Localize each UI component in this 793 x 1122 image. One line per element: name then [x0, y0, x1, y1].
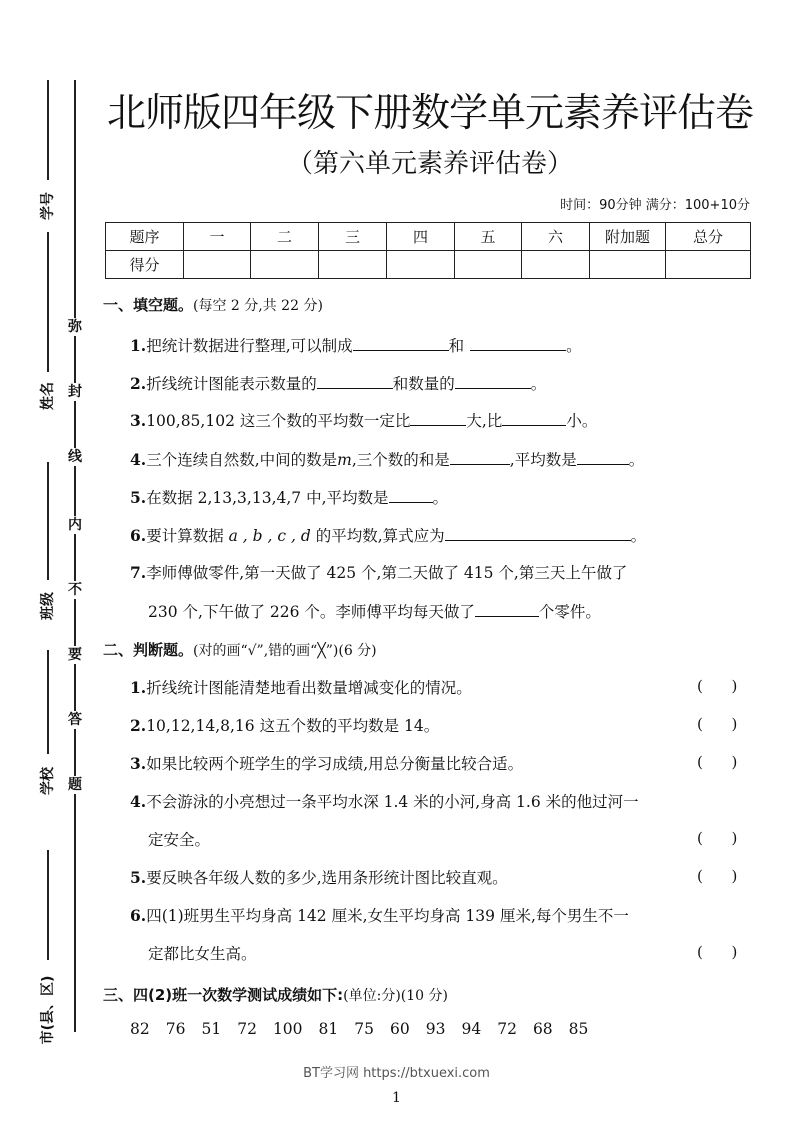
score-value: 93: [425, 1020, 446, 1038]
question-text: 。: [566, 337, 582, 355]
question-text: 四(1)班男生平均身高 142 厘米,女生平均身高 139 厘米,每个男生不一: [146, 907, 629, 925]
variable-m: m: [337, 451, 352, 469]
score-cell[interactable]: [184, 251, 251, 279]
answer-blank[interactable]: [317, 372, 393, 389]
answer-blank[interactable]: [455, 372, 531, 389]
name-label: 姓名: [40, 382, 56, 410]
question-2: [130, 372, 546, 395]
score-list: [130, 1020, 604, 1038]
variables: a , b , c , d: [228, 527, 311, 545]
judge-item-2: [130, 715, 439, 737]
question-7: [130, 562, 627, 584]
question-number: 1.: [130, 678, 147, 697]
question-text: 折线统计图能表示数量的: [146, 375, 317, 393]
question-text: 小。: [566, 412, 598, 430]
question-number: 2.: [130, 716, 147, 735]
fill-line: [47, 80, 49, 180]
answer-parens[interactable]: ( ): [697, 829, 738, 847]
score-table: [105, 222, 751, 279]
section-note: (对的画“√”,错的画“╳”)(6 分): [193, 643, 377, 659]
answer-blank[interactable]: [410, 409, 466, 426]
seal-char: 不: [65, 581, 85, 599]
name-line[interactable]: [47, 462, 49, 580]
score-value: 51: [201, 1020, 222, 1038]
score-value: 81: [318, 1020, 339, 1038]
section-title: 一、填空题。: [103, 296, 194, 314]
answer-blank[interactable]: [445, 524, 631, 541]
answer-parens[interactable]: ( ): [697, 753, 738, 771]
score-cell[interactable]: [251, 251, 319, 279]
score-table-header: [106, 223, 751, 251]
header-cell: 一: [184, 223, 251, 251]
score-value: 68: [532, 1020, 553, 1038]
class-label: 班级: [40, 592, 56, 620]
question-text: 大,比: [466, 412, 503, 430]
question-text: 和数量的: [392, 375, 455, 393]
question-6: [130, 524, 646, 547]
section2-heading: [103, 639, 377, 660]
seal-char: 线: [65, 448, 85, 466]
score-value: 94: [461, 1020, 482, 1038]
judge-item-4: [130, 791, 639, 813]
question-text: 的平均数,算式应为: [315, 527, 445, 545]
judge-item-1: [130, 677, 472, 699]
judge-item-6-cont: 定都比女生高。: [148, 945, 257, 963]
page-title: 北师版四年级下册数学单元素养评估卷: [106, 91, 753, 136]
question-text: 和: [448, 337, 465, 355]
question-text: 。: [630, 527, 647, 545]
question-text: 要反映各年级人数的多少,选用条形统计图比较直观。: [146, 869, 508, 887]
answer-blank[interactable]: [577, 448, 629, 465]
student-id-label: 学号: [40, 192, 56, 220]
page-number: 1: [392, 1090, 401, 1106]
answer-parens[interactable]: ( ): [697, 715, 738, 733]
question-number: 4.: [130, 450, 147, 469]
question-text: 把统计数据进行整理,可以制成: [146, 337, 353, 355]
section-note: (每空 2 分,共 22 分): [193, 298, 323, 314]
question-5: [130, 486, 448, 509]
answer-blank[interactable]: [353, 334, 449, 351]
question-7-cont: [148, 600, 601, 623]
question-number: 2.: [130, 374, 147, 393]
answer-blank[interactable]: [470, 334, 566, 351]
score-row: [106, 251, 751, 279]
page-subtitle: （第六单元素养评估卷）: [286, 149, 573, 179]
judge-item-4-cont: 定安全。: [148, 831, 211, 849]
score-value: 76: [165, 1020, 186, 1038]
question-number: 5.: [130, 488, 147, 507]
question-text: 不会游泳的小亮想过一条平均水深 1.4 米的小河,身高 1.6 米的他过河一: [146, 793, 639, 811]
question-number: 1.: [130, 336, 147, 355]
header-cell: 总分: [666, 223, 751, 251]
seal-char: 弥: [65, 318, 85, 336]
score-value: 75: [354, 1020, 374, 1038]
answer-blank[interactable]: [502, 409, 566, 426]
answer-blank[interactable]: [475, 600, 539, 617]
score-cell[interactable]: [387, 251, 455, 279]
question-text: 个零件。: [538, 603, 601, 621]
question-4: [130, 448, 644, 471]
question-number: 3.: [130, 411, 147, 430]
question-text: 折线统计图能清楚地看出数量增减变化的情况。: [146, 679, 472, 697]
question-text: 李师傅做零件,第一天做了 425 个,第二天做了 415 个,第三天上午做了: [146, 564, 628, 582]
watermark-link[interactable]: BT学习网 https://btxuexi.com: [303, 1066, 490, 1081]
judge-item-6: [130, 905, 629, 927]
question-3: [130, 409, 597, 432]
answer-blank[interactable]: [450, 448, 510, 465]
header-cell: 附加题: [590, 223, 666, 251]
score-row-label: 得分: [106, 251, 184, 279]
seal-char: 内: [65, 516, 85, 534]
question-text: ,三个数的和是: [351, 451, 450, 469]
question-text: 10,12,14,8,16 这五个数的平均数是 14。: [146, 717, 440, 735]
question-text: 要计算数据: [146, 527, 224, 545]
header-cell: 二: [251, 223, 319, 251]
seal-char: 要: [65, 646, 85, 664]
school-line[interactable]: [47, 850, 49, 960]
judge-item-3: [130, 753, 523, 775]
score-cell[interactable]: [522, 251, 590, 279]
footer: [0, 1066, 793, 1082]
score-value: 60: [390, 1020, 410, 1038]
exam-meta: 时间：90分钟 满分：100+10分: [560, 198, 750, 213]
seal-char: 封: [65, 383, 85, 401]
question-number: 5.: [130, 868, 147, 887]
score-value: 85: [568, 1020, 589, 1038]
question-text: 。: [530, 375, 547, 393]
score-cell[interactable]: [666, 251, 751, 279]
header-cell: 题序: [106, 223, 184, 251]
class-line[interactable]: [47, 650, 49, 754]
student-id-line[interactable]: [47, 232, 49, 372]
answer-parens[interactable]: ( ): [697, 677, 738, 695]
section3-heading: [103, 984, 448, 1005]
score-cell[interactable]: [319, 251, 387, 279]
question-1: [130, 334, 582, 357]
question-text: 230 个,下午做了 226 个。李师傅平均每天做了: [148, 603, 475, 621]
question-number: 3.: [130, 754, 147, 773]
header-cell: 五: [455, 223, 522, 251]
header-cell: 六: [522, 223, 590, 251]
score-value: 82: [130, 1020, 150, 1038]
answer-blank[interactable]: [389, 486, 433, 503]
score-cell[interactable]: [455, 251, 522, 279]
answer-parens[interactable]: ( ): [697, 943, 738, 961]
question-text: ,平均数是: [509, 451, 577, 469]
school-label: 学校: [40, 767, 56, 795]
score-value: 72: [497, 1020, 517, 1038]
seal-char: 答: [65, 711, 85, 729]
city-label: 市(县、区): [40, 975, 56, 1045]
question-text: 。: [432, 489, 449, 507]
question-number: 7.: [130, 563, 147, 582]
question-text: 在数据 2,13,3,13,4,7 中,平均数是: [146, 489, 389, 507]
seal-line: [74, 80, 76, 1032]
header-cell: 四: [387, 223, 455, 251]
header-cell: 三: [319, 223, 387, 251]
section-note: (单位:分)(10 分): [343, 988, 448, 1004]
answer-parens[interactable]: ( ): [697, 867, 738, 885]
question-text: 如果比较两个班学生的学习成绩,用总分衡量比较合适。: [146, 755, 524, 773]
section-title: 二、判断题。: [103, 641, 194, 659]
question-number: 6.: [130, 526, 147, 545]
score-cell[interactable]: [590, 251, 666, 279]
question-number: 4.: [130, 792, 147, 811]
score-value: 100: [272, 1020, 303, 1038]
question-text: 三个连续自然数,中间的数是: [146, 451, 338, 469]
section-title: 三、四(2)班一次数学测试成绩如下:: [103, 986, 344, 1004]
question-text: 。: [628, 451, 645, 469]
seal-char: 题: [65, 776, 85, 794]
question-number: 6.: [130, 906, 147, 925]
question-text: 100,85,102 这三个数的平均数一定比: [146, 412, 411, 430]
judge-item-5: [130, 867, 508, 889]
score-value: 72: [237, 1020, 257, 1038]
section1-heading: [103, 294, 323, 315]
